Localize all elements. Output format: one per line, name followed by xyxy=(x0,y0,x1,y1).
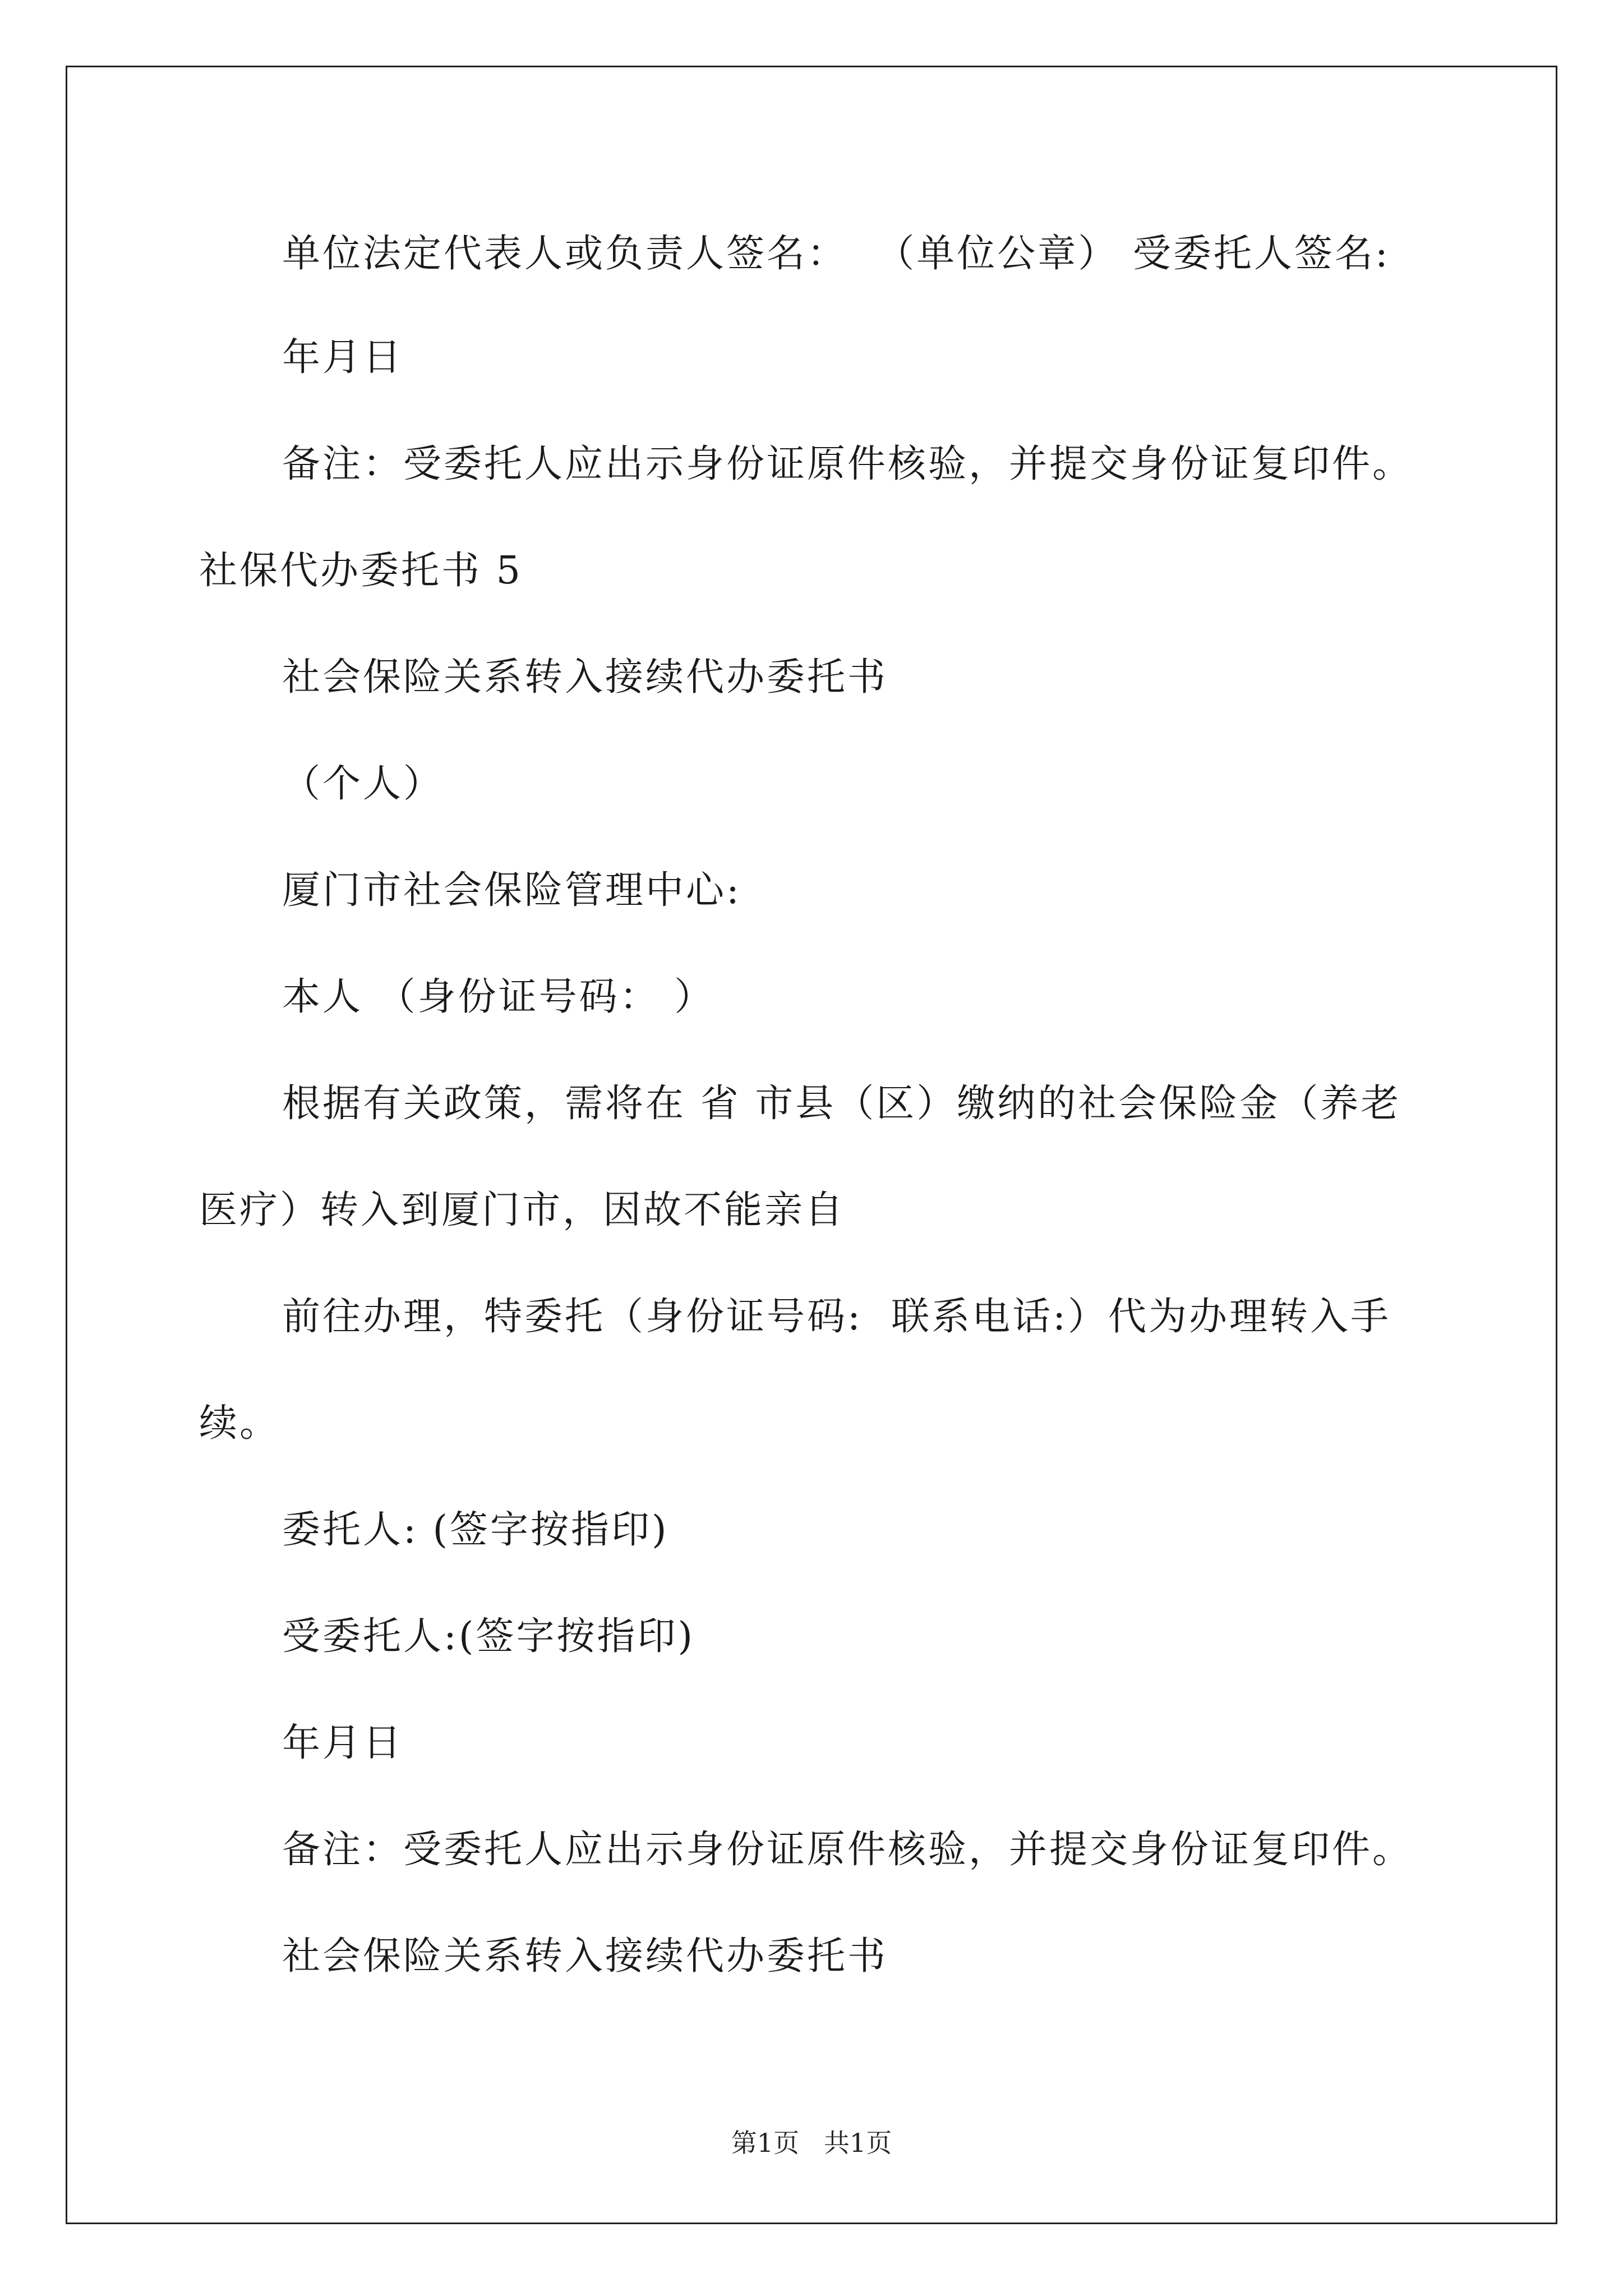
signature-line: 单位法定代表人或负责人签名： （单位公章） 受委托人签名: xyxy=(282,232,1390,276)
document-subtitle: （个人） xyxy=(282,762,444,806)
recipient-line: 厦门市社会保险管理中心: xyxy=(282,868,741,913)
body-paragraph-line-2: 医疗）转入到厦门市，因故不能亲自 xyxy=(199,1188,846,1232)
body-paragraph-line-4: 续。 xyxy=(199,1401,280,1446)
date-line-2: 年月日 xyxy=(282,1721,404,1765)
remark-line-2: 备注：受委托人应出示身份证原件核验，并提交身份证复印件。 xyxy=(282,1828,1413,1872)
principal-signature: 委托人: (签字按指印) xyxy=(282,1508,669,1552)
date-line: 年月日 xyxy=(282,335,404,380)
section-heading: 社保代办委托书 5 xyxy=(199,549,523,593)
remark-line: 备注：受委托人应出示身份证原件核验，并提交身份证复印件。 xyxy=(282,442,1413,486)
principal-id-line: 本人 （身份证号码： ） xyxy=(282,975,715,1019)
body-paragraph-line-1: 根据有关政策，需将在 省 市县（区）缴纳的社会保险金（养老 xyxy=(282,1082,1401,1126)
agent-signature: 受委托人:(签字按指印) xyxy=(282,1614,695,1659)
page-border xyxy=(66,66,1557,2224)
body-paragraph-line-3: 前往办理，特委托（身份证号码: 联系电话:）代为办理转入手 xyxy=(282,1295,1391,1339)
document-title-2: 社会保险关系转入接续代办委托书 xyxy=(282,1934,888,1978)
page-footer: 第1页 共1页 xyxy=(731,2128,892,2158)
document-title: 社会保险关系转入接续代办委托书 xyxy=(282,655,888,700)
